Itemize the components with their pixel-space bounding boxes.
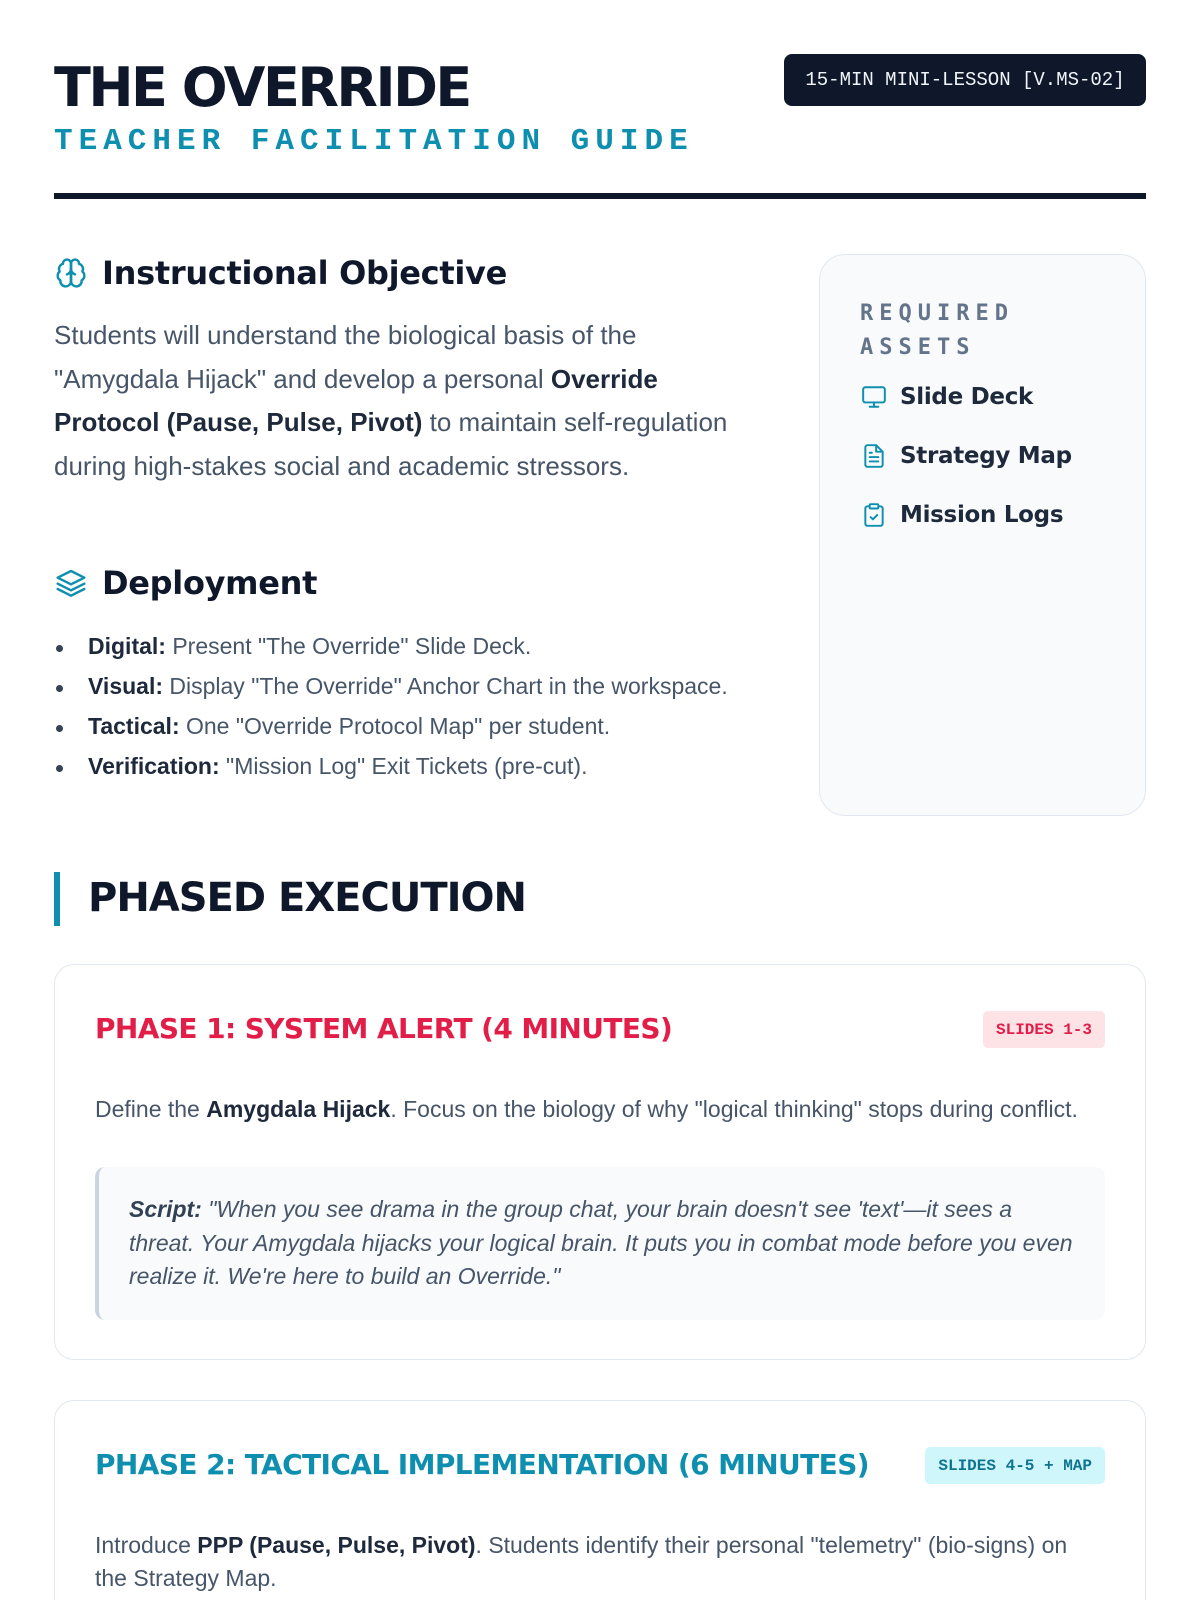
deployment-list (54, 630, 734, 790)
phase-title: PHASE 1: SYSTEM ALERT (4 MINUTES) (95, 1012, 673, 1045)
asset-label: Slide Deck (900, 384, 1034, 410)
list-item-label: Tactical: (88, 713, 180, 739)
list-item-text: Present "The Override" Slide Deck. (165, 633, 532, 659)
phase-desc-part: . Students identify their personal "telemetry" (bio-signs) on the Strategy Map. (95, 1532, 1068, 1591)
objective-text-part: Students will understand the biological basis of the "Amygdala Hijack" and develop a personal (54, 320, 637, 394)
list-item (54, 630, 734, 663)
asset-label: Mission Logs (900, 502, 1064, 528)
phase-card-2 (54, 1400, 1146, 1600)
script-callout (95, 1167, 1105, 1320)
phase-card-1 (54, 964, 1146, 1360)
script-label: Script: (129, 1196, 202, 1222)
list-item-text: "Mission Log" Exit Tickets (pre-cut). (219, 753, 588, 779)
section-accent-bar (54, 872, 60, 926)
list-item (54, 710, 734, 743)
page-header (54, 0, 1146, 200)
page-title: THE OVERRIDE (54, 56, 470, 119)
phase-desc-part: Define the (95, 1096, 207, 1122)
objective-text-part: to maintain self-regulation during high-stakes social and academic stressors. (54, 407, 728, 481)
slides-badge: SLIDES 4-5 + MAP (925, 1447, 1105, 1484)
objective-heading-text: Instructional Objective (102, 254, 507, 292)
asset-strategy-map[interactable] (860, 442, 1072, 470)
monitor-icon (860, 383, 888, 411)
assets-title: REQUIRED ASSETS (860, 301, 1014, 360)
list-item-label: Visual: (88, 673, 163, 699)
layers-icon (54, 566, 88, 600)
phase-desc-part: Introduce (95, 1532, 198, 1558)
asset-label: Strategy Map (900, 443, 1072, 469)
objective-text (54, 314, 734, 488)
list-item-label: Verification: (88, 753, 220, 779)
list-item (54, 750, 734, 783)
brain-icon (54, 256, 88, 290)
asset-mission-logs[interactable] (860, 501, 1063, 529)
phased-execution-heading: PHASED EXECUTION (88, 875, 526, 921)
clipboard-check-icon (860, 501, 888, 529)
phase-description (95, 1093, 1095, 1126)
phase-description (95, 1529, 1095, 1595)
asset-slide-deck[interactable] (860, 383, 1033, 411)
phase-desc-bold: Amygdala Hijack (206, 1096, 391, 1122)
header-divider (54, 193, 1146, 199)
script-text: "When you see drama in the group chat, your brain doesn't see 'text'—it sees a threat. Your Amygdala hijacks your logical brain. It puts you in combat mode before you even realize it. We're here to build an Override." (129, 1196, 1073, 1289)
list-item-text: One "Override Protocol Map" per student. (179, 713, 611, 739)
list-item (54, 670, 734, 703)
phase-desc-part: . Focus on the biology of why "logical thinking" stops during conflict. (390, 1096, 1078, 1122)
phase-title: PHASE 2: TACTICAL IMPLEMENTATION (6 MINUTES) (95, 1448, 869, 1481)
deployment-heading (54, 564, 317, 602)
required-assets-panel (819, 254, 1146, 816)
document-icon (860, 442, 888, 470)
page-subtitle: TEACHER FACILITATION GUIDE (54, 124, 694, 159)
slides-badge: SLIDES 1-3 (983, 1011, 1105, 1048)
phase-desc-bold: PPP (Pause, Pulse, Pivot) (197, 1532, 476, 1558)
version-badge: 15-MIN MINI-LESSON [V.MS-02] (784, 54, 1146, 106)
deployment-heading-text: Deployment (102, 564, 318, 602)
list-item-text: Display "The Override" Anchor Chart in the workspace. (163, 673, 728, 699)
list-item-label: Digital: (88, 633, 166, 659)
objective-heading (54, 254, 507, 292)
objective-text-bold: Override Protocol (Pause, Pulse, Pivot) (54, 363, 658, 437)
